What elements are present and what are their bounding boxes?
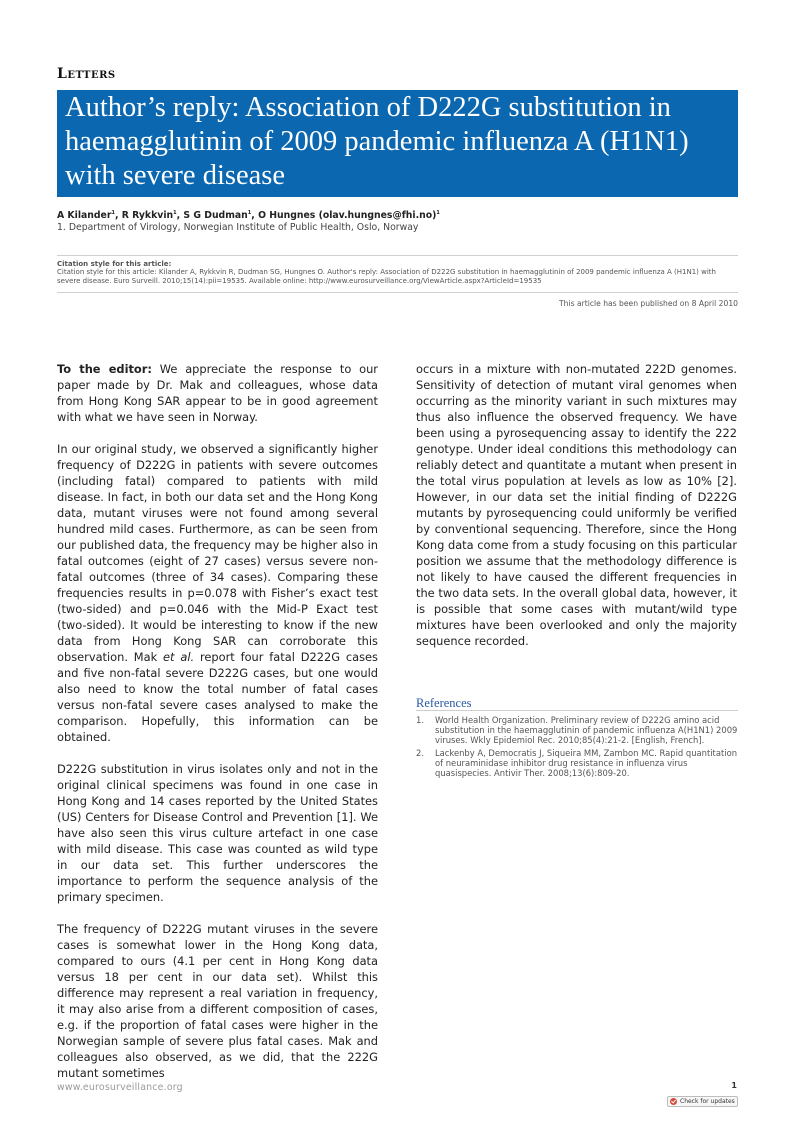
reference-text: World Health Organization. Preliminary review of D222G amino acid substitution in the haemagglutinin of pandemic influenza A(H1N1) 2009 viruses. Wkly Epidemiol Rec. 2010;85(4):21-2. [English, French]. xyxy=(435,715,738,745)
body-paragraph: D222G substitution in virus isolates only and not in the original clinical specimens was found in one case in Hong Kong and 14 cases reported by the United States (US) Centers for Disease Control and Prevention [1]. We have also seen this virus culture artefact in one case with mild disease. This case was counted as wild type in our data set. This further underscores the importance to perform the sequence analysis of the primary specimen. xyxy=(57,762,378,904)
references-heading: References xyxy=(416,696,472,710)
check-for-updates-button[interactable] xyxy=(667,1096,738,1107)
affiliation: 1. Department of Virology, Norwegian Institute of Public Health, Oslo, Norway xyxy=(57,222,419,233)
check-for-updates-label: Check for updates xyxy=(680,1098,735,1105)
reference-item xyxy=(416,716,738,745)
check-badge-icon xyxy=(670,1098,677,1105)
author-affiliation-mark: 1 xyxy=(247,210,252,216)
section-label: Letters xyxy=(57,66,116,82)
divider xyxy=(416,710,738,711)
reference-list xyxy=(416,716,738,783)
page-number: 1 xyxy=(731,1081,737,1090)
author-name-email[interactable]: O Hungnes (olav.hungnes@fhi.no) xyxy=(258,210,437,222)
reference-item xyxy=(416,749,738,778)
author-affiliation-mark: 1 xyxy=(436,210,440,216)
author-name: A Kilander xyxy=(57,210,112,222)
body-paragraph xyxy=(57,361,378,425)
citation-text: Citation style for this article: Kilander A, Rykkvin R, Dudman SG, Hungnes O. Author's reply: Association of D222G substitution in haemagglutinin of 2009 pandemic influenza A (H1N1) with severe disease. Euro Surveill. 2010;15(14):pii=19535. Available online: http://www.eurosurveillance.org/ViewArticle.aspx?ArticleId=19535 xyxy=(57,268,716,285)
lead-label: To the editor: xyxy=(57,362,152,376)
reference-text: Lackenby A, Democratis J, Siqueira MM, Zambon MC. Rapid quantitation of neuraminidase inhibitor drug resistance in influenza virus quasispecies. Antivir Ther. 2008;13(6):809-20. xyxy=(435,748,738,778)
article-title-line: haemagglutinin of 2009 pandemic influenza A (H1N1) xyxy=(65,126,689,157)
author-name: S G Dudman xyxy=(183,210,248,222)
paragraph-text: We appreciate the response to our paper made by Dr. Mak and colleagues, whose data from Hong Kong SAR appear to be in good agreement with what we have seen in Norway. xyxy=(57,362,378,424)
body-column-left xyxy=(57,361,378,1097)
published-date: This article has been published on 8 April 2010 xyxy=(559,299,738,308)
author-name: R Rykkvin xyxy=(121,210,174,222)
divider xyxy=(57,292,738,293)
divider xyxy=(57,255,738,256)
paragraph-text: In our original study, we observed a significantly higher frequency of D222G in patients with severe outcomes (including fatal) compared to patients with mild disease. In fact, in both our data set and the Hong Kong data, mutant viruses were not found among several hundred mild cases. Furthermore, as can be seen from our published data, the frequency may be higher also in fatal outcomes (eight of 27 cases) versus severe non-fatal outcomes (three of 34 cases). Comparing these frequencies results in p=0.078 with Fisher’s exact test (two-sided) and p=0.046 with the Mid-P Exact test (two-sided). It would be interesting to know if the new data from Hong Kong SAR can corroborate this observation. Mak xyxy=(57,442,378,664)
footer-site-link[interactable]: www.eurosurveillance.org xyxy=(57,1082,183,1093)
author-list: A Kilander$^1$, R Rykkvin$^1$, S G Dudman$^1$, O Hungnes (olav.hungnes@fhi.no)$^1$ xyxy=(57,210,440,222)
paragraph-text: report four fatal D222G cases and five non-fatal severe D222G cases, but one would also need to know the total number of fatal cases versus non-fatal severe cases analysed to make the comparison. Hopefully, this information can be obtained. xyxy=(57,650,378,744)
body-paragraph: The frequency of D222G mutant viruses in the severe cases is somewhat lower in the Hong Kong data, compared to ours (4.1 per cent in Hong Kong data versus 18 per cent in our data set). Whilst this difference may represent a real variation in frequency, it may also arise from a different composition of cases, e.g. if the proportion of fatal cases were higher in the Norwegian sample of severe plus fatal cases. Mak and colleagues also observed, as we did, that the 222G mutant sometimes xyxy=(57,922,378,1080)
reference-number: 2. xyxy=(416,748,424,759)
citation-label: Citation style for this article: xyxy=(57,260,172,268)
author-affiliation-mark: 1 xyxy=(111,210,115,216)
italic-text: et al. xyxy=(163,650,195,664)
author-affiliation-mark: 1 xyxy=(173,210,177,216)
reference-number: 1. xyxy=(416,715,424,725)
body-paragraph: occurs in a mixture with non-mutated 222D genomes. Sensitivity of detection of mutant viral genomes when occurring as the minority variant in such mixtures may thus also influence the observed frequency. We have been using a pyrosequencing assay to identify the 222 genotype. Under ideal conditions this methodology can reliably detect and quantitate a mutant when present in the total virus population at levels as low as 10% [2]. However, in our data set the initial finding of D222G mutants by pyrosequencing could uniformly be verified by conventional sequencing. Therefore, since the Hong Kong data come from a study focusing on this particular position we assume that the methodology difference is not likely to have caused the different frequencies in the two data sets. In the overall global data, however, it is possible that some cases with mutant/wild type mixtures have been overlooked and only the majority sequence recorded. xyxy=(416,362,737,648)
body-paragraph xyxy=(57,441,378,745)
article-title-box xyxy=(57,90,738,197)
body-column-right xyxy=(416,361,737,665)
article-title-line: with severe disease xyxy=(65,160,285,191)
article-title-line: Author’s reply: Association of D222G substitution in xyxy=(65,92,671,123)
